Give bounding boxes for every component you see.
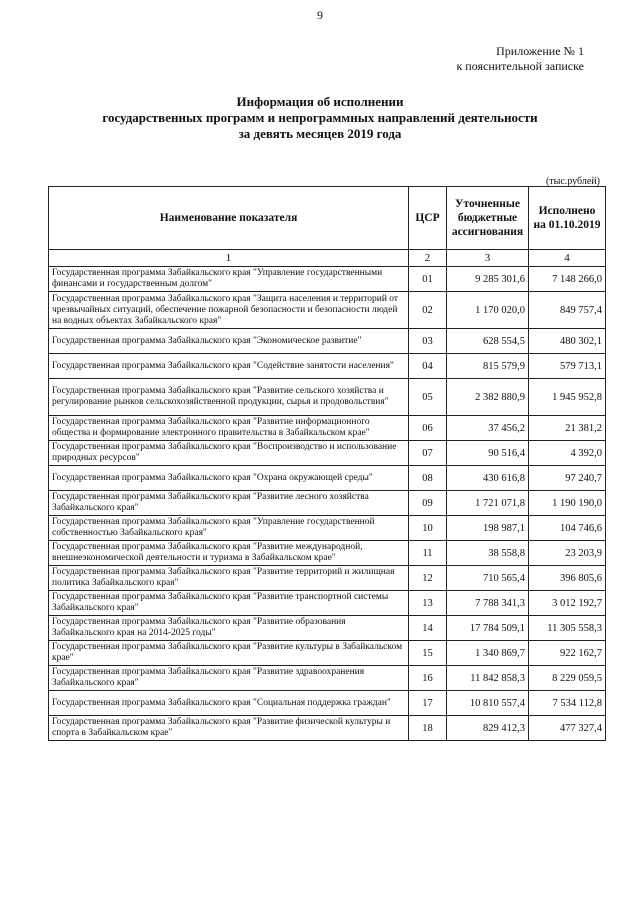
program-code: 01 [409,267,447,292]
header-executed: Исполнено на 01.10.2019 [529,187,606,250]
table-row [49,267,606,292]
column-number: 3 [447,250,529,267]
program-code: 08 [409,466,447,491]
budget-value: 710 565,4 [447,566,529,591]
program-name: Государственная программа Забайкальского края "Развитие культуры в Забайкальском крае" [49,641,409,666]
program-name: Государственная программа Забайкальского края "Развитие сельского хозяйства и регулирование рынков сельскохозяйственной продукции, сырья и продовольствия" [49,379,409,416]
program-name: Государственная программа Забайкальского края "Содействие занятости населения" [49,354,409,379]
program-code: 17 [409,691,447,716]
budget-value: 198 987,1 [447,516,529,541]
budget-value: 38 558,8 [447,541,529,566]
executed-value: 1 190 190,0 [529,491,606,516]
executed-value: 21 381,2 [529,416,606,441]
table-row [49,566,606,591]
table-row [49,491,606,516]
program-name: Государственная программа Забайкальского края "Развитие физической культуры и спорта в Забайкальском крае" [49,716,409,741]
budget-value: 1 170 020,0 [447,292,529,329]
table-row [49,379,606,416]
program-table [48,186,606,741]
program-code: 16 [409,666,447,691]
units-label: (тыс.рублей) [545,176,600,187]
program-name: Государственная программа Забайкальского края "Управление государственной собственностью Забайкальского края" [49,516,409,541]
appendix-line-1: Приложение № 1 [496,44,584,58]
budget-value: 829 412,3 [447,716,529,741]
program-code: 12 [409,566,447,591]
program-name: Государственная программа Забайкальского края "Развитие информационного общества и формирование электронного правительства в Забайкальском крае" [49,416,409,441]
budget-value: 815 579,9 [447,354,529,379]
budget-value: 1 340 869,7 [447,641,529,666]
program-name: Государственная программа Забайкальского края "Развитие территорий и жилищная политика Забайкальского края" [49,566,409,591]
program-code: 07 [409,441,447,466]
column-number: 2 [409,250,447,267]
program-code: 14 [409,616,447,641]
document-title [0,94,640,142]
program-code: 11 [409,541,447,566]
table-row [49,691,606,716]
budget-value: 10 810 557,4 [447,691,529,716]
program-name: Государственная программа Забайкальского края "Охрана окружающей среды" [49,466,409,491]
program-code: 13 [409,591,447,616]
header-csr: ЦСР [409,187,447,250]
title-line-3: за девять месяцев 2019 года [238,126,402,141]
table-row [49,441,606,466]
executed-value: 97 240,7 [529,466,606,491]
program-code: 15 [409,641,447,666]
table-row [49,292,606,329]
executed-value: 849 757,4 [529,292,606,329]
budget-value: 17 784 509,1 [447,616,529,641]
page-number: 9 [317,8,323,22]
program-code: 05 [409,379,447,416]
executed-value: 23 203,9 [529,541,606,566]
program-code: 02 [409,292,447,329]
executed-value: 4 392,0 [529,441,606,466]
title-line-2: государственных программ и непрограммных направлений деятельности [102,110,538,125]
program-name: Государственная программа Забайкальского края "Развитие транспортной системы Забайкальского края" [49,591,409,616]
table-row [49,616,606,641]
executed-value: 11 305 558,3 [529,616,606,641]
program-name: Государственная программа Забайкальского края "Воспроизводство и использование природных ресурсов" [49,441,409,466]
table-row [49,329,606,354]
table-row [49,516,606,541]
budget-value: 7 788 341,3 [447,591,529,616]
program-name: Государственная программа Забайкальского края "Развитие здравоохранения Забайкальского края" [49,666,409,691]
budget-value: 2 382 880,9 [447,379,529,416]
executed-value: 922 162,7 [529,641,606,666]
table-row [49,666,606,691]
table-row [49,716,606,741]
table-row [49,466,606,491]
executed-value: 7 534 112,8 [529,691,606,716]
executed-value: 396 805,6 [529,566,606,591]
budget-value: 9 285 301,6 [447,267,529,292]
budget-value: 1 721 071,8 [447,491,529,516]
title-line-1: Информация об исполнении [236,94,404,109]
budget-value: 90 516,4 [447,441,529,466]
budget-value: 37 456,2 [447,416,529,441]
executed-value: 104 746,6 [529,516,606,541]
budget-value: 11 842 858,3 [447,666,529,691]
table-body [49,267,606,741]
executed-value: 477 327,4 [529,716,606,741]
header-budget: Уточненные бюджетные ассигнования [447,187,529,250]
appendix-line-2: к пояснительной записке [456,59,584,73]
program-name: Государственная программа Забайкальского края "Экономическое развитие" [49,329,409,354]
program-code: 03 [409,329,447,354]
header-name: Наименование показателя [49,187,409,250]
executed-value: 7 148 266,0 [529,267,606,292]
program-name: Государственная программа Забайкальского края "Развитие образования Забайкальского края на 2014-2025 годы" [49,616,409,641]
program-name: Государственная программа Забайкальского края "Управление государственными финансами и государственным долгом" [49,267,409,292]
program-code: 06 [409,416,447,441]
program-name: Государственная программа Забайкальского края "Развитие лесного хозяйства Забайкальского края" [49,491,409,516]
executed-value: 1 945 952,8 [529,379,606,416]
program-name: Государственная программа Забайкальского края "Социальная поддержка граждан" [49,691,409,716]
executed-value: 3 012 192,7 [529,591,606,616]
program-code: 09 [409,491,447,516]
program-name: Государственная программа Забайкальского края "Развитие международной, внешнеэкономической деятельности и туризма в Забайкальском крае" [49,541,409,566]
appendix-note [456,44,584,74]
budget-value: 430 616,8 [447,466,529,491]
table-row [49,641,606,666]
executed-value: 579 713,1 [529,354,606,379]
budget-value: 628 554,5 [447,329,529,354]
table-row [49,416,606,441]
column-number: 1 [49,250,409,267]
table-row [49,591,606,616]
table-row [49,541,606,566]
program-code: 10 [409,516,447,541]
table-row [49,354,606,379]
program-code: 18 [409,716,447,741]
program-code: 04 [409,354,447,379]
executed-value: 8 229 059,5 [529,666,606,691]
executed-value: 480 302,1 [529,329,606,354]
column-number: 4 [529,250,606,267]
program-name: Государственная программа Забайкальского края "Защита населения и территорий от чрезвычайных ситуаций, обеспечение пожарной безопасности и безопасности людей на водных объектах Забайкальского края" [49,292,409,329]
